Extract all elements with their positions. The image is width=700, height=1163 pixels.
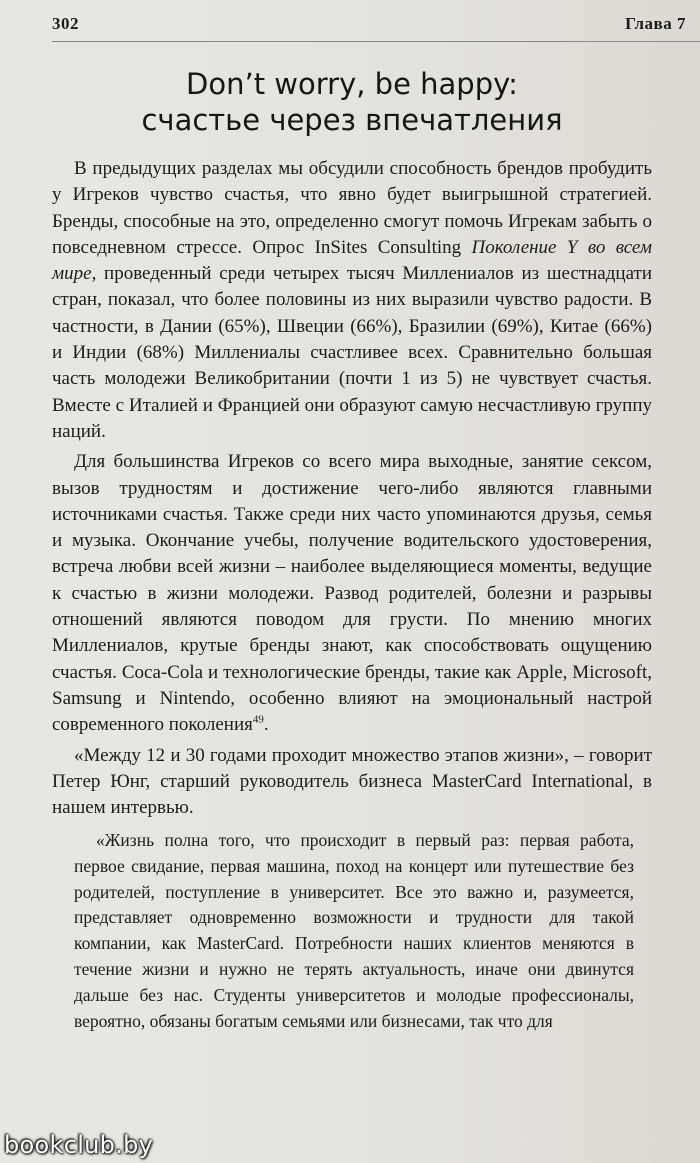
chapter-label: Глава 7 — [625, 14, 686, 33]
site-watermark: bookclub.by — [4, 1131, 154, 1159]
section-heading — [52, 66, 652, 138]
paragraph-1 — [52, 156, 652, 445]
paragraph-1-part-b: , проведенный среди четырех тысяч Миллениалов из шестнадцати стран, показал, что более половины из них выразили чувство радости. В частности, в Дании (65%), Швеции (66%), Бразилии (69%), Китае (66%) и Индии (68%) Миллениалы счастливее всех. Сравнительно большая часть молодежи Великобритании (почти 1 из 5) не чувствует счастья. Вместе с Италией и Францией они образуют самую несчастливую группу наций. — [52, 263, 652, 442]
footnote-ref: 49 — [252, 713, 264, 726]
heading-line-2: счастье через впечатления — [141, 103, 563, 137]
heading-line-1: Don’t worry, be happy: — [186, 67, 518, 101]
body-text — [52, 156, 652, 821]
survey-title: Поколение Y во всем мире — [52, 236, 652, 285]
header-rule — [52, 41, 700, 42]
quote-paragraph: «Жизнь полна того, что происходит в первый раз: первая работа, первое свидание, первая машина, поход на концерт или путешествие без родителей, поступление в университет. Все это важно и, разумеется, представляет одновременно возможности и трудности для такой компании, как MasterCard. Потребности наших клиентов меняются в течение жизни и нужно не терять актуальность, иначе они двинутся дальше без нас. Студенты университетов и молодые профессионалы, вероятно, обязаны богатым семьями или бизнесами, так что для — [74, 830, 634, 1031]
paragraph-2-text: Для большинства Игреков со всего мира выходные, занятие сексом, вызов трудностям и достижение чего-либо являются главными источниками счастья. Также среди них часто упоминаются друзья, семья и музыка. Окончание учебы, получение водительского удостоверения, встреча любви всей жизни – наиболее выделяющиеся моменты, ведущие к счастью в жизни молодежи. Развод родителей, болезни и разрывы отношений являются поводом для грусти. По мнению многих Миллениалов, крутые бренды знают, как способствовать ощущению счастья. Coca-Cola и технологические бренды, такие как Apple, Microsoft, Samsung и Nintendo, особенно влияют на эмоциональный настрой современного поколения — [52, 451, 652, 736]
paragraph-1-part-a: В предыдущих разделах мы обсудили способность брендов пробудить у Игреков чувство счастья, что явно будет выигрышной стратегией. Бренды, способные на это, определенно смогут помочь Игрекам забыть о повседневном стрессе. Опрос InSites Consulting — [52, 158, 652, 258]
paragraph-2: Для большинства Игреков со всего мира выходные, занятие сексом, вызов трудностям и достижение чего-либо являются главными источниками счастья. Также среди них часто упоминаются друзья, семья и музыка. Окончание учебы, получение водительского удостоверения, встреча любви всей жизни – наиболее выделяющиеся моменты, ведущие к счастью в жизни молодежи. Развод родителей, болезни и разрывы отношений являются поводом для грусти. По мнению многих Миллениалов, крутые бренды знают, как способствовать ощущению счастья. Coca-Cola и технологические бренды, такие как Apple, Microsoft, Samsung и Nintendo, особенно влияют на эмоциональный настрой современного поколения$^{49}$. — [52, 451, 652, 736]
page-number: 302 — [52, 14, 79, 33]
paragraph-3: «Между 12 и 30 годами проходит множество этапов жизни», – говорит Петер Юнг, старший руководитель бизнеса MasterCard International, в нашем интервью. — [52, 744, 652, 819]
running-head — [52, 14, 686, 40]
block-quote — [74, 828, 634, 1034]
